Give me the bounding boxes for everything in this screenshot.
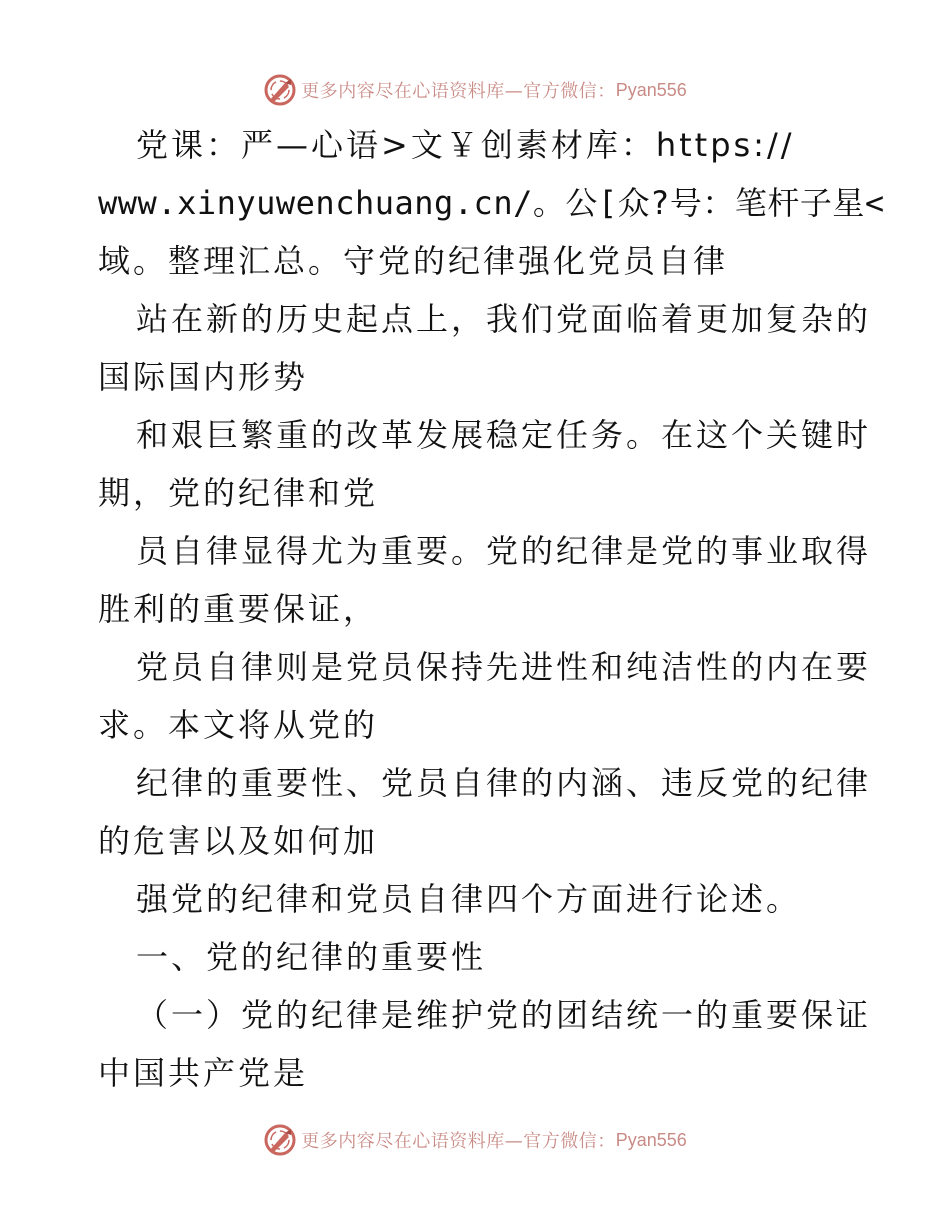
header-watermark-text: 更多内容尽在心语资料库—官方微信： xyxy=(301,81,616,102)
body-line: 期，党的纪律和党 xyxy=(98,474,379,512)
pen-logo-icon xyxy=(263,73,297,107)
body-line: 国际国内形势 xyxy=(98,358,309,396)
body-line: 和艰巨繁重的改革发展稳定任务。在这个关键时 xyxy=(136,416,872,454)
body-line: 的危害以及如何加 xyxy=(98,822,379,860)
footer-watermark-banner xyxy=(0,1120,950,1160)
body-line: 站在新的历史起点上，我们党面临着更加复杂的 xyxy=(136,300,872,338)
pen-logo-icon xyxy=(263,1123,297,1157)
header-watermark-banner xyxy=(0,70,950,110)
body-line: 党课：严—心语>文￥创素材库：https:// xyxy=(136,126,795,164)
footer-wechat-id: Pyan556 xyxy=(615,1129,687,1150)
body-line: 纪律的重要性、党员自律的内涵、违反党的纪律 xyxy=(136,764,872,802)
body-line: www.xinyuwenchuang.cn/。公[众?号：笔杆子星< xyxy=(98,184,885,222)
body-line: 强党的纪律和党员自律四个方面进行论述。 xyxy=(136,880,802,918)
body-line: 域。整理汇总。守党的纪律强化党员自律 xyxy=(98,242,729,280)
body-line: 求。本文将从党的 xyxy=(98,706,379,744)
header-wechat-id: Pyan556 xyxy=(615,79,687,100)
subsection-heading: （一）党的纪律是维护党的团结统一的重要保证 xyxy=(136,996,872,1034)
body-line: 胜利的重要保证， xyxy=(98,590,379,628)
body-line: 员自律显得尤为重要。党的纪律是党的事业取得 xyxy=(136,532,872,570)
body-line: 党员自律则是党员保持先进性和纯洁性的内在要 xyxy=(136,648,872,686)
body-line: 中国共产党是 xyxy=(98,1054,309,1092)
footer-watermark-text: 更多内容尽在心语资料库—官方微信： xyxy=(301,1131,616,1152)
section-heading: 一、党的纪律的重要性 xyxy=(136,938,487,976)
